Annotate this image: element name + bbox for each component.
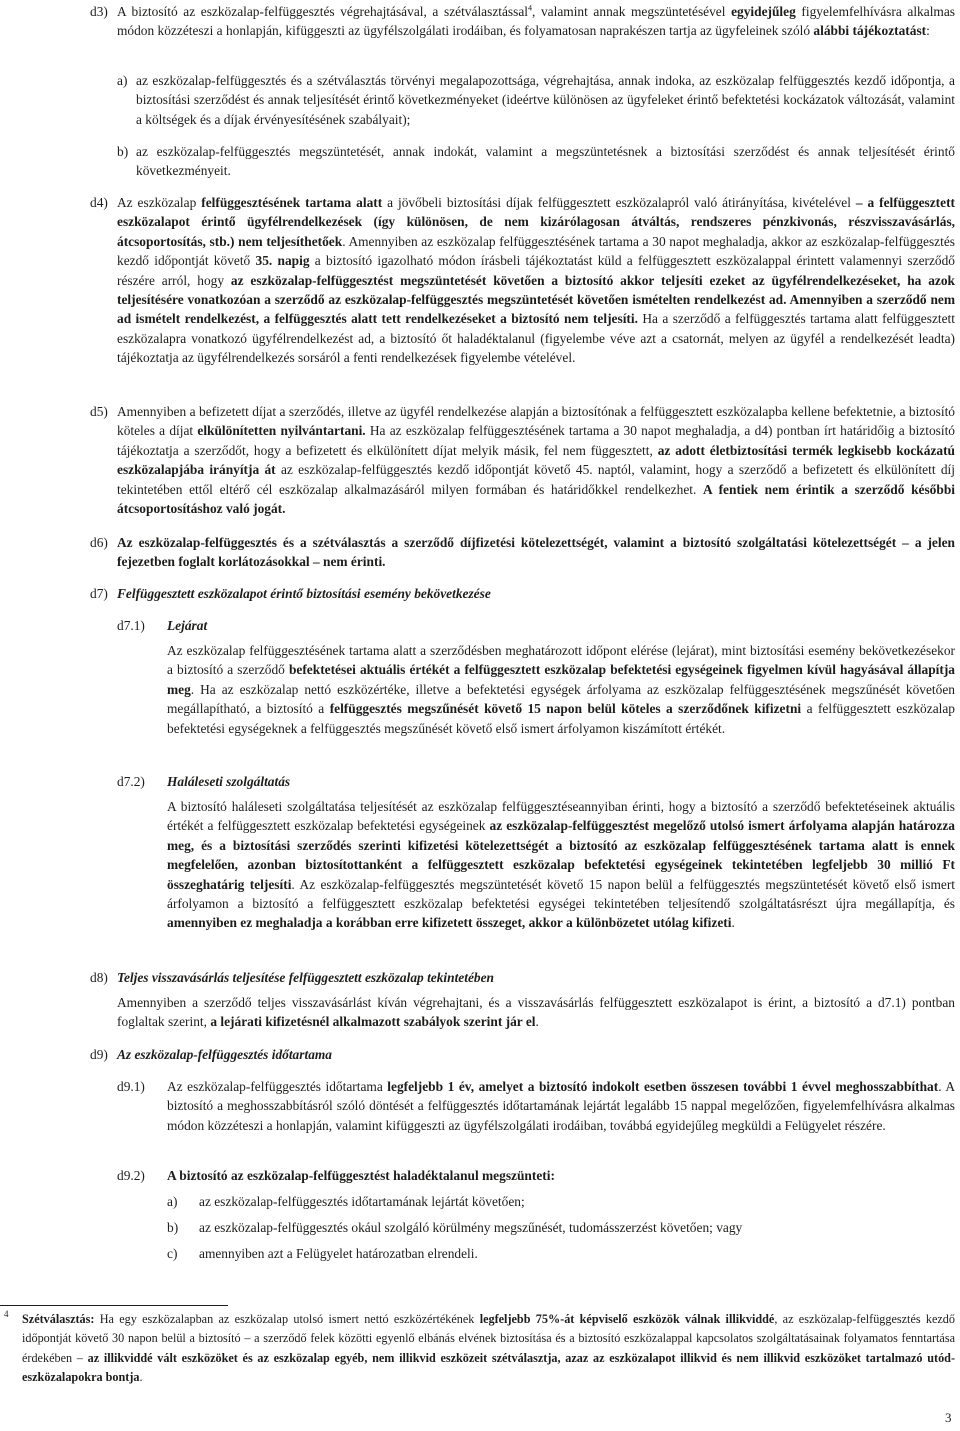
- section-label-d8: d8): [90, 970, 108, 985]
- footnote-separator: [0, 1305, 228, 1306]
- subsection-d7-2-title: Haláleseti szolgáltatás: [167, 774, 291, 789]
- page-number: 3: [945, 1410, 952, 1425]
- list-item-d3-a: az eszközalap-felfüggesztés és a szétválasztás törvényi megalapozottsága, végrehajtása, annak indoka, az eszközalap felfüggesztés kezdő időpontja, a biztosítási szerződést és annak teljesítését érintő következményeket (ideértve különösen az ügyfeleket érintő befektetési kockázatok változását, valamint a költségek és a díjak érvényesítésének szabályait);: [136, 73, 955, 127]
- list-item-d9-c: amennyiben azt a Felügyelet határozatban elrendeli.: [199, 1246, 478, 1261]
- section-label-d7: d7): [90, 586, 108, 601]
- section-d4-body: Az eszközalap felfüggesztésének tartama alatt a jövőbeli biztosítási díjak felfüggesztett eszközalapról való átirányítása, kivételével – a felfüggesztett eszközalapot érintő ügyfélrendelkezések (így különösen, de nem kizárólagosan átváltás, rendszeres pénzkivonás, részvisszavásárlás, átcsoportosítás, stb.) nem teljesíthetőek. Amennyiben az eszközalap felfüggesztésének tartama a 30 napot meghaladja, akkor az eszközalap-felfüggesztés kezdő időpontját követő 35. napig a biztosító igazolható módon írásbeli tájékoztatást küld a felfüggesztett eszközalappal érintett valamennyi szerződő részére arról, hogy az eszközalap-felfüggesztést megszüntetését követően a biztosító akkor teljesíti ezeket az ügyfélrendelkezéseket, ha azok teljesítésére vonatkozóan a szerződő az eszközalap-felfüggesztés megszüntetését követően ismételten rendelkezést ad. Amennyiben a szerződő nem ad ismételt rendelkezést, a felfüggesztés alatt tett rendelkezéseket a biztosító nem teljesíti. Ha a szerződő a felfüggesztés tartama alatt felfüggesztett eszközalapra vonatkozó ügyfélrendelkezést ad, a biztosító őt haladéktalanul (figyelembe véve azt a csatornát, melyen az ügyfél a rendelkezését leadta) tájékoztatja az ügyfélrendelkezés sorsáról a fenti rendelkezések figyelembe vételével.: [117, 195, 955, 366]
- section-d8-title: Teljes visszavásárlás teljesítése felfüggesztett eszközalap tekintetében: [117, 970, 495, 985]
- footnote-number: 4: [4, 1309, 9, 1319]
- subsection-label-d7-1: d7.1): [117, 618, 145, 633]
- section-label-d4: d4): [90, 195, 108, 210]
- list-marker-a: a): [167, 1194, 178, 1209]
- footnote-text: Szétválasztás: Ha egy eszközalapban az eszközalap utolsó ismert nettó eszközértékének legfeljebb 75%-át képviselő eszközök válnak illikviddé, az eszközalap-felfüggesztés kezdő időpontját követő 30 napon belül a biztosító – a szerződő felek közötti egyenlő elbánás elvének biztosítása és a biztosító eszközalappal kapcsolatos szolgáltatásainak folyamatos fenntartása érdekében – az illikviddé vált eszközöket és az eszközalap egyéb, nem illikvid eszközeit szétválasztja, azaz az eszközalapot illikvid és nem illikvid eszközöket tartalmazó utód-eszközalapokra bontja.: [22, 1312, 956, 1385]
- list-marker-b: b): [167, 1220, 179, 1235]
- list-item-d9-b: az eszközalap-felfüggesztés okául szolgáló körülmény megszűnését, tudomásszerzést követően; vagy: [199, 1220, 743, 1235]
- section-d8-body: Amennyiben a szerződő teljes visszavásárlást kíván végrehajtani, és a visszavásárlás felfüggesztett eszközalapot is érint, a biztosító a d7.1) pontban foglaltak szerint, a lejárati kifizetésnél alkalmazott szabályok szerint jár el.: [117, 995, 955, 1030]
- list-item-d3-b: az eszközalap-felfüggesztés megszüntetését, annak indokát, valamint a megszüntetésnek a biztosítási szerződést és annak teljesítését érintő következményeit.: [136, 144, 955, 179]
- subsection-label-d9-1: d9.1): [117, 1079, 145, 1094]
- footnote-ref: 4: [528, 3, 533, 13]
- section-d6-body: Az eszközalap-felfüggesztés és a szétválasztás a szerződő díjfizetési kötelezettségét, valamint a biztosító szolgáltatási kötelezettségét – a jelen fejezetben foglalt korlátozásokkal – nem érinti.: [117, 535, 955, 570]
- list-marker-b: b): [117, 144, 129, 159]
- subsection-d9-2-title: A biztosító az eszközalap-felfüggesztést haladéktalanul megszünteti:: [167, 1168, 555, 1183]
- subsection-d9-1-body: Az eszközalap-felfüggesztés időtartama legfeljebb 1 év, amelyet a biztosító indokolt esetben összesen további 1 évvel meghosszabbíthat. A biztosító a meghosszabbításról szóló döntését a felfüggesztés időtartamának lejártát legalább 15 nappal megelőzően, figyelemfelhívásra alkalmas módon közzéteszi a honlapján, valamint kifüggeszti az ügyfélszolgálati irodáiban, továbbá egyidejűleg megküldi a Felügyelet részére.: [167, 1079, 955, 1133]
- subsection-label-d9-2: d9.2): [117, 1168, 145, 1183]
- subsection-d7-1-body: Az eszközalap felfüggesztésének tartama alatt a szerződésben meghatározott időpont elérése (lejárat), mint biztosítási esemény bekövetkezésekor a biztosító a szerződő befektetései aktuális értékét a felfüggesztett eszközalap befektetési egységeinek figyelmen kívül hagyásával állapítja meg. Ha az eszközalap nettó eszközértéke, illetve a befektetési egységek árfolyama az eszközalap felfüggesztésének megszűnését követően megállapítható, a biztosító a felfüggesztés megszűnését követő 15 napon belül köteles a szerződőnek kifizetni a felfüggesztett eszközalap befektetési egységeknek a felfüggesztés megszűnését követő első ismert árfolyamon kiszámított értékét.: [167, 643, 956, 736]
- section-label-d3: d3): [90, 4, 108, 19]
- section-label-d6: d6): [90, 535, 108, 550]
- list-marker-c: c): [167, 1246, 178, 1261]
- section-label-d5: d5): [90, 404, 108, 419]
- section-d7-title: Felfüggesztett eszközalapot érintő biztosítási esemény bekövetkezése: [117, 586, 491, 601]
- list-item-d9-a: az eszközalap-felfüggesztés időtartamának lejártát követően;: [199, 1194, 525, 1209]
- section-label-d9: d9): [90, 1047, 108, 1062]
- subsection-label-d7-2: d7.2): [117, 774, 145, 789]
- subsection-d7-2-body: A biztosító haláleseti szolgáltatása teljesítését az eszközalap felfüggesztéseannyiban érinti, hogy a biztosító a szerződő befektetéseinek aktuális értékét a felfüggesztett eszközalap befektetési egységeinek az eszközalap-felfüggesztést megelőző utolsó ismert árfolyama alapján határozza meg, és a biztosítási szerződés szerinti kifizetési kötelezettségét a biztosító az eszközalap felfüggesztésének tartama alatt is ennek megfelelően, azonban biztosítottanként a felfüggesztett eszközalap befektetési egységeinek tekintetében legfeljebb 30 millió Ft összeghatárig teljesíti. Az eszközalap-felfüggesztés megszüntetését követő 15 napon belül a felfüggesztés megszüntetését követő első ismert árfolyamon a biztosító a felfüggesztett eszközalap befektetési egységei tekintetében teljesítendő szolgáltatásrészt újra megállapítja, és amennyiben ez meghaladja a korábban erre kifizetett összeget, akkor a különbözetet utólag kifizeti.: [167, 799, 955, 931]
- section-d5-body: Amennyiben a befizetett díjat a szerződés, illetve az ügyfél rendelkezése alapján a biztosítónak a felfüggesztett eszközalapba kellene befektetnie, a biztosító köteles a díjat elkülönítetten nyilvántartani. Ha az eszközalap felfüggesztésének tartama a 30 napot meghaladja, a d4) pontban írt határidőig a biztosító tájékoztatja a szerződőt, hogy a befizetett és elkülönített díjat melyik másik, fel nem függesztett, az adott életbiztosítási termék legkisebb kockázatú eszközalapjába irányítja át az eszközalap-felfüggesztés kezdő időpontját követő 45. naptól, valamint, hogy a szerződő a befizetett és elkülönített díj tekintetében ettől eltérő cél eszközalap alkalmazásáról milyen formában és határidőkkel rendelkezhet. A fentiek nem érintik a szerződő későbbi átcsoportosításhoz való jogát.: [117, 404, 956, 517]
- section-d9-title: Az eszközalap-felfüggesztés időtartama: [117, 1047, 332, 1062]
- section-d3-intro: A biztosító az eszközalap-felfüggesztés végrehajtásával, a szétválasztással$^4$, valamint annak megszüntetésével egyidejűleg figyelemfelhívásra alkalmas módon közzéteszi a honlapján, kifüggeszti az ügyfélszolgálati irodáiban, és folyamatosan naprakészen tartja az ügyfeleinek szóló alábbi tájékoztatást:: [117, 3, 955, 39]
- list-marker-a: a): [117, 73, 128, 88]
- subsection-d7-1-title: Lejárat: [167, 618, 208, 633]
